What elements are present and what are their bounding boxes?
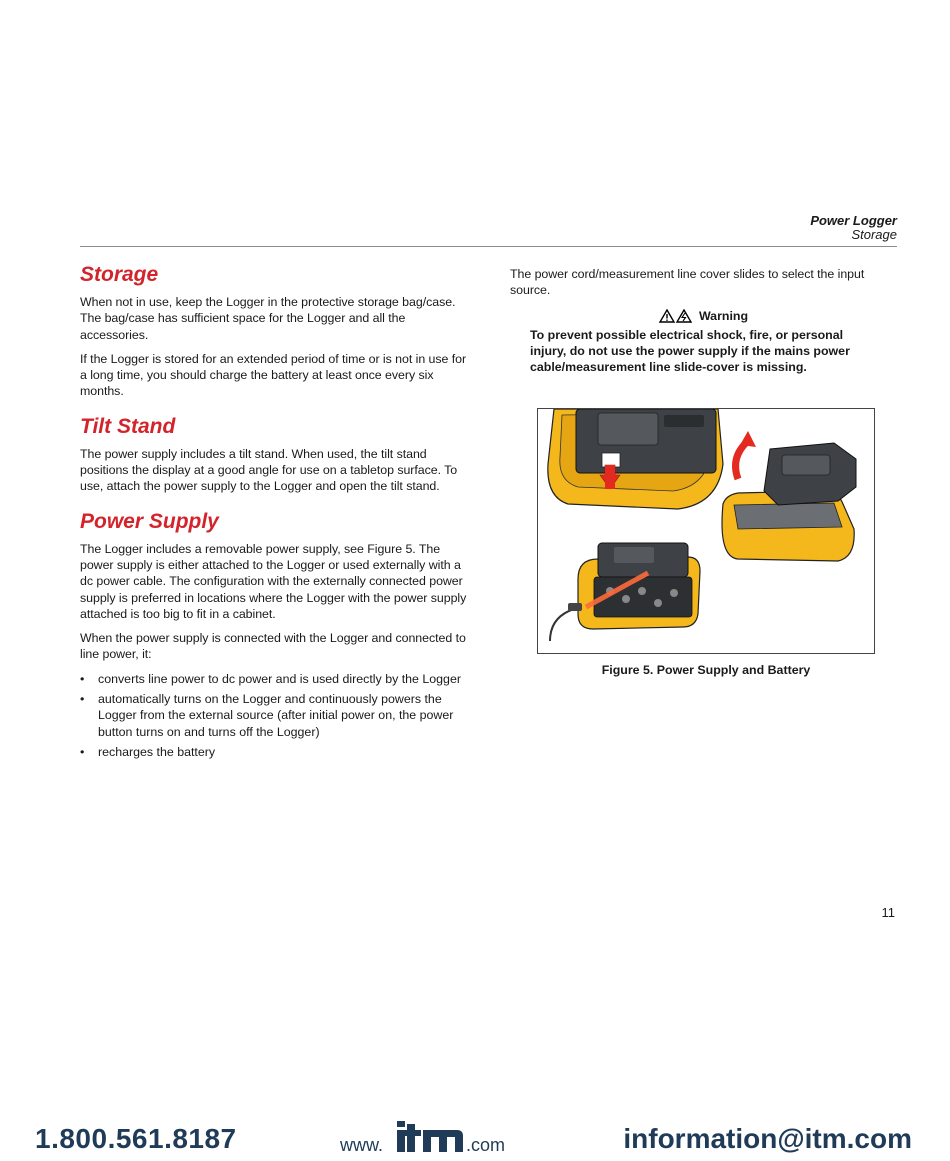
power-supply-paragraph-1: The Logger includes a removable power supply, see Figure 5. The power supply is either attached to the Logger or used externally with a dc power cable. The configuration with the externally connected power supply is preferred in locations where the Logger with the power supply attached is too big to fit in a cabinet. <box>80 541 467 621</box>
itm-logo-icon <box>395 1121 465 1153</box>
footer-banner <box>0 1115 950 1161</box>
figure-caption: Figure 5. Power Supply and Battery <box>601 663 811 677</box>
right-column <box>510 266 897 375</box>
logger-top-left <box>548 409 723 509</box>
power-supply-illustration <box>538 409 874 653</box>
footer-dotcom: .com <box>466 1135 506 1155</box>
warning-text: To prevent possible electrical shock, fire, or personal injury, do not use the power supply if the mains power cable/measurement line slide-cover is missing. <box>530 327 850 375</box>
list-item: • recharges the battery <box>80 744 216 759</box>
tilt-stand-paragraph: The power supply includes a tilt stand. When used, the tilt stand positions the display at a good angle for use on a tabletop surface. To use, attach the power supply to the Logger and open the tilt stand. <box>80 446 458 494</box>
power-supply-heading: Power Supply <box>80 509 219 533</box>
header-rule <box>80 246 897 247</box>
tilt-stand-heading: Tilt Stand <box>80 414 176 438</box>
running-head-title: Power Logger <box>810 213 897 228</box>
left-column <box>80 262 468 764</box>
footer-www: www. <box>340 1135 384 1155</box>
storage-paragraph-2: If the Logger is stored for an extended period of time or is not in use for a long time, you should charge the battery at least once every six months. <box>80 351 467 399</box>
warning-label: Warning <box>698 308 749 323</box>
logger-top-right <box>722 431 856 561</box>
running-head <box>810 214 897 242</box>
input-source-paragraph: The power cord/measurement line cover slides to select the input source. <box>510 267 865 298</box>
page-number: 11 <box>881 905 895 920</box>
warning-triangle-icon <box>659 309 693 323</box>
warning-header <box>510 309 897 323</box>
storage-paragraph-1: When not in use, keep the Logger in the protective storage bag/case. The bag/case has sufficient space for the Logger and all the accessories. <box>80 295 456 342</box>
running-head-subtitle: Storage <box>851 227 897 242</box>
power-supply-paragraph-2: When the power supply is connected with the Logger and connected to line power, it: <box>80 631 466 662</box>
figure-power-supply-battery <box>537 408 875 654</box>
logger-bottom <box>550 543 700 641</box>
storage-heading: Storage <box>80 263 159 286</box>
footer-phone: 1.800.561.8187 <box>35 1123 237 1154</box>
list-item: • converts line power to dc power and is used directly by the Logger <box>80 671 461 686</box>
power-supply-bullet-list <box>80 671 468 760</box>
footer-email: information@itm.com <box>623 1123 912 1154</box>
list-item: • automatically turns on the Logger and continuously powers the Logger from the external source (after initial power on, the power button turns on and turns off the Logger) <box>80 692 454 739</box>
